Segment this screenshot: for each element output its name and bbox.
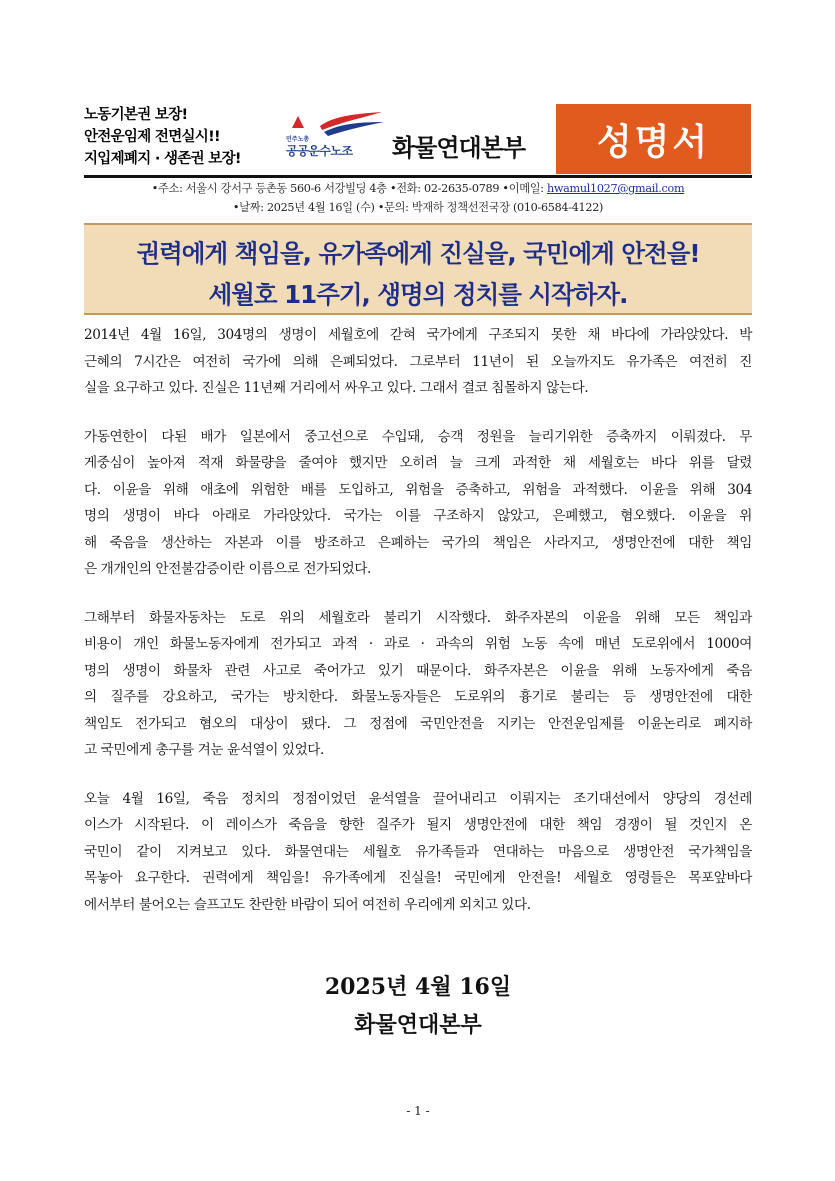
union-logo <box>286 108 386 168</box>
contact-line-date: •날짜: 2025년 4월 16일 (수) •문의: 박재하 정책선전국장 (010-6584-4122) <box>232 201 604 214</box>
page-number: - 1 - <box>406 1104 430 1118</box>
paragraph-line: 다. 이윤을 위해 애초에 위험한 배를 도입하고, 위험을 증축하고, 위험을 과적했다. 이윤을 위해 304 <box>84 481 752 498</box>
org-name: 화물연대본부 <box>392 134 526 162</box>
paragraph <box>84 424 752 583</box>
paragraph-line: 가동연한이 다된 배가 일본에서 중고선으로 수입돼, 승객 정원을 늘리기위한 증축까지 이뤄졌다. 무 <box>84 428 752 445</box>
header-divider <box>84 175 752 178</box>
headline-box <box>84 223 752 315</box>
contact-address-text: •주소: 서울시 강서구 등촌동 560-6 서강빌딩 4층 •전화: 02-2635-0789 •이메일: <box>151 182 547 195</box>
paragraph <box>84 322 752 402</box>
logo-text: 공공운수노조 <box>286 144 353 158</box>
statement-date: 2025년 4월 16일 <box>324 974 512 1000</box>
logo-small-text: 민주노총 <box>286 136 310 143</box>
slogan-line: 지입제폐지 · 생존권 보장! <box>84 151 241 167</box>
paragraph-line: 근혜의 7시간은 여전히 국가에 의해 은폐되었다. 그로부터 11년이 된 오늘까지도 유가족은 여전히 진 <box>84 353 752 370</box>
headline-line-1: 권력에게 책임을, 유가족에게 진실을, 국민에게 안전을! <box>136 239 700 268</box>
statement-signature: 화물연대본부 <box>354 1012 482 1038</box>
paragraph-line: 오늘 4월 16일, 죽음 정치의 정점이었던 윤석열을 끌어내리고 이뤄지는 조기대선에서 양당의 경선레 <box>84 790 752 807</box>
document-type-label: 성명서 <box>596 121 711 163</box>
paragraph-line: 게중심이 높아져 적재 화물량을 줄여야 했지만 오히려 늘 크게 과적한 채 세월호는 바다 위를 달렸 <box>84 455 752 471</box>
statement-body <box>84 322 752 940</box>
headline-line-2: 세월호 11주기, 생명의 정치를 시작하자. <box>208 280 628 309</box>
paragraph-line: 고 국민에게 총구를 겨눈 윤석열이 있었다. <box>84 742 324 758</box>
paragraph-line: 명의 생명이 화물차 관련 사고로 죽어가고 있기 때문이다. 화주자본은 이윤을 위해 노동자에게 죽음 <box>84 662 752 679</box>
slogan-block <box>84 104 294 170</box>
paragraph <box>84 605 752 764</box>
paragraph-line: 실을 요구하고 있다. 진실은 11년째 거리에서 싸우고 있다. 그래서 결코 침몰하지 않는다. <box>84 380 589 396</box>
paragraph-line: 에서부터 불어오는 슬프고도 찬란한 바람이 되어 여전히 우리에게 외치고 있다. <box>84 896 531 913</box>
paragraph-line: 이스가 시작된다. 이 레이스가 죽음을 향한 질주가 될지 생명안전에 대한 책임 경쟁이 될 것인지 온 <box>84 817 752 833</box>
paragraph-line: 국민이 같이 지켜보고 있다. 화물연대는 세월호 유가족들과 연대하는 마음으로 생명안전 국가책임을 <box>84 843 752 860</box>
paragraph-line: 책임도 전가되고 혐오의 대상이 됐다. 그 정점에 국민안전을 지키는 안전운임제를 이윤논리로 폐지하 <box>84 715 752 732</box>
paragraph-line: 그해부터 화물자동차는 도로 위의 세월호라 불리기 시작했다. 화주자본의 이윤을 위해 모든 책임과 <box>84 609 752 626</box>
paragraph-line: 명의 생명이 바다 아래로 가라앉았다. 국가는 이를 구조하지 않았고, 은폐했고, 혐오했다. 이윤을 위 <box>84 508 752 524</box>
paragraph-line: 의 질주를 강요하고, 국가는 방치한다. 화물노동자들은 도로위의 흉기로 불리는 등 생명안전에 대한 <box>84 689 752 705</box>
slogan-line: 노동기본권 보장! <box>84 107 188 123</box>
email-link[interactable]: hwamul1027@gmail.com <box>546 182 685 195</box>
paragraph-line: 은 개개인의 안전불감증이란 이름으로 전가되었다. <box>84 561 371 577</box>
paragraph-line: 2014년 4월 16일, 304명의 생명이 세월호에 갇혀 국가에게 구조되지 못한 채 바다에 가라앉았다. 박 <box>84 327 752 343</box>
paragraph-line: 해 죽음을 생산하는 자본과 이를 방조하고 은폐하는 국가의 책임은 사라지고, 생명안전에 대한 책임 <box>84 534 752 551</box>
paragraph <box>84 786 752 919</box>
slogan-line: 안전운임제 전면실시!! <box>84 129 220 145</box>
paragraph-line: 비용이 개인 화물노동자에게 전가되고 과적 · 과로 · 과속의 위험 노동 속에 매년 도로위에서 1000여 <box>84 636 752 652</box>
paragraph-line: 목놓아 요구한다. 권력에게 책임을! 유가족에게 진실을! 국민에게 안전을! 세월호 영령들은 목포앞바다 <box>84 870 752 886</box>
document-type-badge <box>556 104 751 174</box>
contact-line-address <box>84 180 752 196</box>
